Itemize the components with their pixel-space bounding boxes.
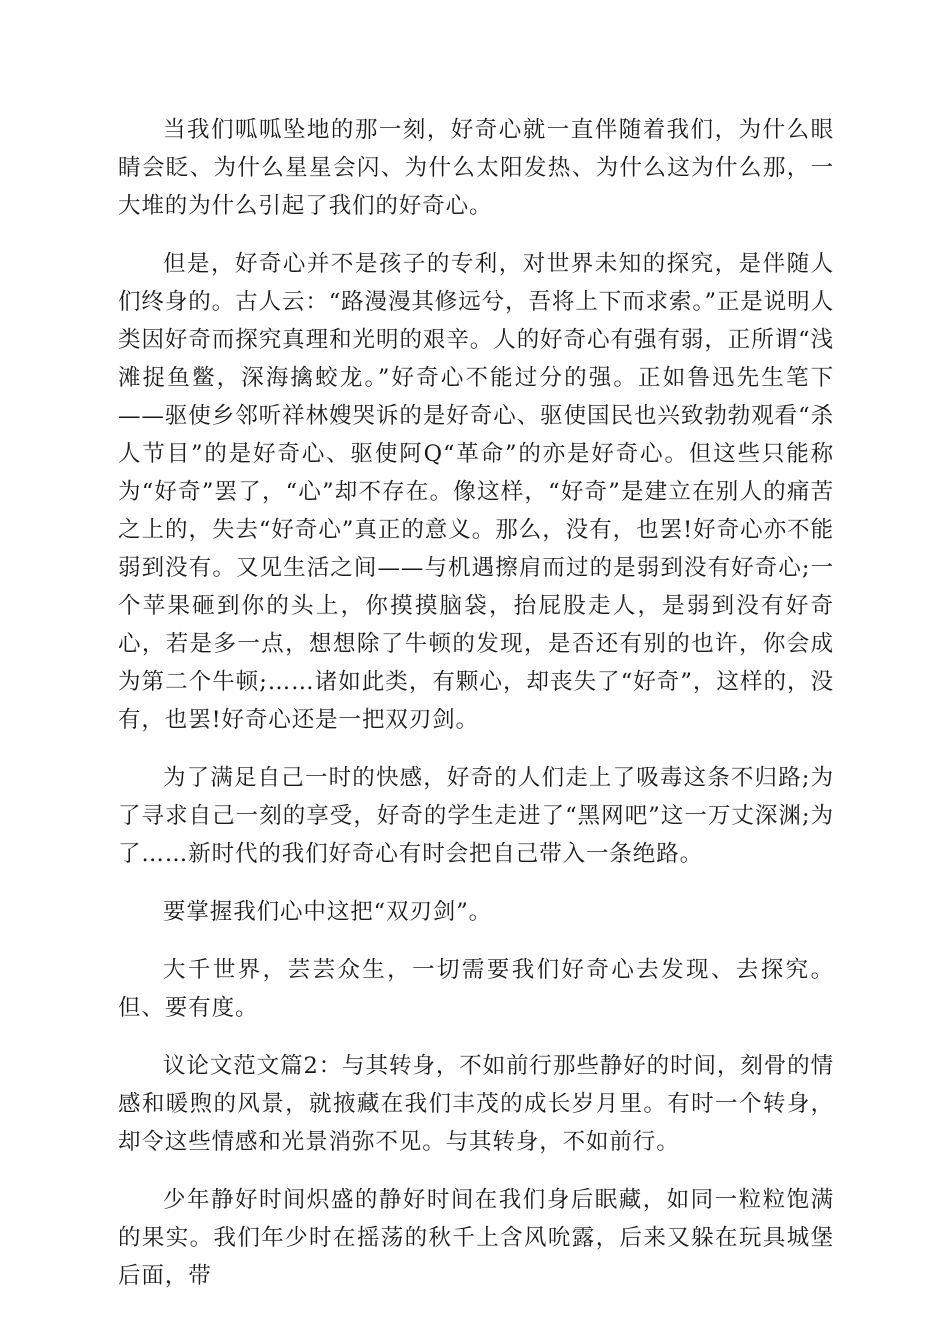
paragraph-2: 但是，好奇心并不是孩子的专利，对世界未知的探究，是伴随人们终身的。古人云：“路漫漫其修远兮，吾将上下而求索。”正是说明人类因好奇而探究真理和光明的艰辛。人的好奇心有强有弱，正所谓“浅滩捉鱼鳖，深海擒蛟龙。”好奇心不能过分的强。正如鲁迅先生笔下——驱使乡邻听祥林嫂哭诉的是好奇心、驱使国民也兴致勃勃观看“杀人节目”的是好奇心、驱使阿Q“革命”的亦是好奇心。但这些只能称为“好奇”罢了，“心”却不存在。像这样，“好奇”是建立在别人的痛苦之上的，失去“好奇心”真正的意义。那么，没有，也罢!好奇心亦不能弱到没有。又见生活之间——与机遇擦肩而过的是弱到没有好奇心;一个苹果砸到你的头上，你摸摸脑袋，抬屁股走人，是弱到没有好奇心，若是多一点，想想除了牛顿的发现，是否还有别的也许，你会成为第二个牛顿;……诸如此类，有颗心，却丧失了“好奇”，这样的，没有，也罢!好奇心还是一把双刃剑。 bbox=[118, 251, 834, 733]
document-page bbox=[118, 111, 834, 1315]
paragraph-5: 大千世界，芸芸众生，一切需要我们好奇心去发现、去探究。但、要有度。 bbox=[118, 957, 834, 1021]
paragraph-6: 议论文范文篇2：与其转身，不如前行那些静好的时间，刻骨的情感和暖煦的风景，就掖藏在我们丰茂的成长岁月里。有时一个转身，却令这些情感和光景消弥不见。与其转身，不如前行。 bbox=[118, 1053, 834, 1155]
paragraph-1: 当我们呱呱坠地的那一刻，好奇心就一直伴随着我们，为什么眼睛会眨、为什么星星会闪、为什么太阳发热、为什么这为什么那，一大堆的为什么引起了我们的好奇心。 bbox=[118, 117, 834, 219]
paragraph-3: 为了满足自己一时的快感，好奇的人们走上了吸毒这条不归路;为了寻求自己一刻的享受，好奇的学生走进了“黑网吧”这一万丈深渊;为了……新时代的我们好奇心有时会把自己带入一条绝路。 bbox=[118, 765, 834, 867]
paragraph-7: 少年静好时间炽盛的静好时间在我们身后眠藏，如同一粒粒饱满的果实。我们年少时在摇荡的秋千上含风吮露，后来又躲在玩具城堡后面，带 bbox=[118, 1187, 834, 1289]
paragraph-4: 要掌握我们心中这把“双刃剑”。 bbox=[163, 899, 493, 925]
